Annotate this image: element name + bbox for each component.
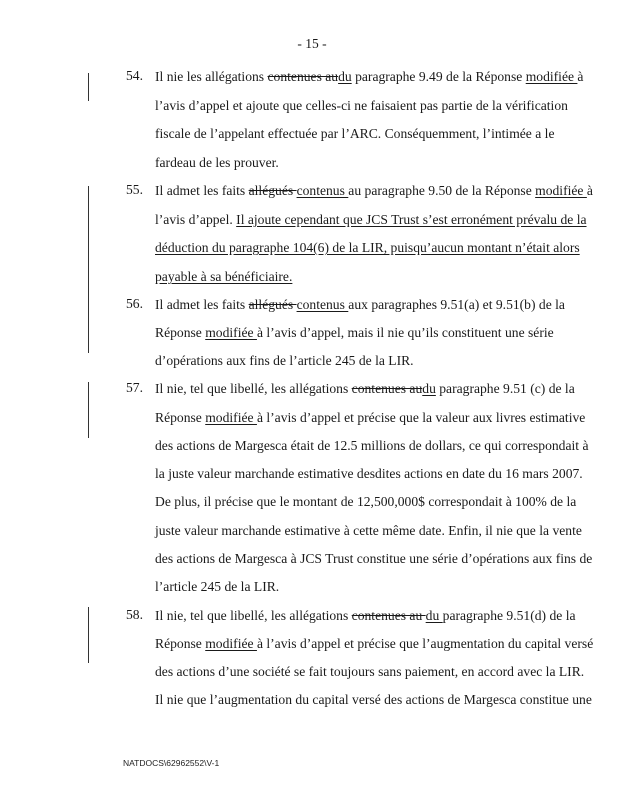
inserted-text: Il ajoute cependant que JCS Trust s’est erronément prévalu de la <box>236 212 587 227</box>
text-run: Réponse <box>155 325 206 340</box>
text-run: l’avis d’appel. <box>155 212 237 227</box>
text-line <box>155 691 592 709</box>
inserted-text: contenus <box>296 297 349 312</box>
text-run: à l’avis d’appel et précise que l’augmentation du capital versé <box>256 636 594 651</box>
text-line <box>155 97 568 115</box>
text-run: à l’avis d’appel et précise que la valeur aux livres estimative <box>256 410 586 425</box>
paragraph-number: 57. <box>126 380 143 395</box>
text-run: des actions de Margesca à JCS Trust constitue une série d’opérations aux fins de <box>155 551 593 566</box>
text-run: De plus, il précise que le montant de 12,500,000$ correspondait à 100% de la <box>155 494 577 509</box>
text-run: la juste valeur marchande estimative desdites actions en date du 16 mars 2007. <box>155 466 583 481</box>
inserted-text: payable à sa bénéficiaire. <box>155 269 293 284</box>
change-bar <box>88 607 89 663</box>
text-line <box>155 239 580 257</box>
text-line <box>155 324 554 342</box>
text-run: Il nie les allégations <box>155 69 268 84</box>
paragraph-number: 58. <box>126 607 143 622</box>
text-line <box>155 154 279 172</box>
inserted-text: contenus <box>296 183 349 198</box>
text-line <box>155 182 593 200</box>
inserted-text: déduction du paragraphe 104(6) de la LIR, puisqu’aucun montant n’était alors <box>155 240 580 255</box>
text-line <box>155 493 576 511</box>
text-line <box>155 635 593 653</box>
text-run: Il admet les faits <box>155 183 249 198</box>
text-line <box>155 211 587 229</box>
text-line <box>155 522 582 540</box>
text-line <box>155 465 583 483</box>
text-line <box>155 268 292 286</box>
text-line <box>155 437 589 455</box>
text-run: Il nie, tel que libellé, les allégations <box>155 608 352 623</box>
inserted-text: du <box>425 608 443 623</box>
inserted-text: modifiée <box>205 325 257 340</box>
text-run: des actions de Margesca était de 12.5 millions de dollars, ce qui correspondait à <box>155 438 589 453</box>
text-run: Il admet les faits <box>155 297 249 312</box>
page-number: - 15 - <box>297 36 327 51</box>
paragraph-number: 56. <box>126 296 143 311</box>
text-run: paragraphe 9.51 (c) de la <box>435 381 575 396</box>
inserted-text: du <box>422 381 436 396</box>
text-run: Il nie que l’augmentation du capital versé des actions de Margesca constitue une <box>155 692 592 707</box>
text-line <box>155 607 576 625</box>
deleted-text: contenues au <box>267 69 339 84</box>
change-bar <box>88 186 89 353</box>
text-run: Réponse <box>155 410 206 425</box>
text-run: paragraphe 9.51(d) de la <box>442 608 576 623</box>
text-run: d’opérations aux fins de l’article 245 de la LIR. <box>155 353 414 368</box>
text-run: au paragraphe 9.50 de la Réponse <box>348 183 536 198</box>
deleted-text: allégués <box>248 297 297 312</box>
text-run: des actions d’une société se fait toujours sans paiement, en accord avec la LIR. <box>155 664 585 679</box>
inserted-text: modifiée <box>525 69 578 84</box>
deleted-text: contenues au <box>351 381 423 396</box>
text-line <box>155 125 554 143</box>
text-line <box>155 68 583 86</box>
text-run: Réponse <box>155 636 206 651</box>
text-run: paragraphe 9.49 de la Réponse <box>351 69 526 84</box>
text-run: juste valeur marchande estimative à cette même date. Enfin, il nie que la vente <box>155 523 582 538</box>
text-line <box>155 352 414 370</box>
text-run: à l’avis d’appel, mais il nie qu’ils constituent une série <box>256 325 554 340</box>
text-run: à <box>577 69 584 84</box>
text-run: l’article 245 de la LIR. <box>155 579 280 594</box>
inserted-text: modifiée <box>205 410 257 425</box>
inserted-text: du <box>338 69 352 84</box>
text-line <box>155 663 584 681</box>
inserted-text: modifiée <box>535 183 587 198</box>
text-run: l’avis d’appel et ajoute que celles-ci ne faisaient pas partie de la vérification <box>155 98 568 113</box>
change-bar <box>88 382 89 438</box>
change-bar <box>88 73 89 101</box>
inserted-text: modifiée <box>205 636 257 651</box>
text-line <box>155 578 279 596</box>
text-run: fiscale de l’appelant effectuée par l’ARC. Conséquemment, l’intimée a le <box>155 126 555 141</box>
text-run: fardeau de les prouver. <box>155 155 279 170</box>
text-line <box>155 296 565 314</box>
text-line <box>155 380 575 398</box>
text-run: aux paragraphes 9.51(a) et 9.51(b) de la <box>348 297 565 312</box>
text-line <box>155 409 585 427</box>
deleted-text: contenues au <box>351 608 426 623</box>
document-id-footer: NATDOCS\62962552\V-1 <box>123 758 220 768</box>
paragraph-number: 55. <box>126 182 143 197</box>
text-line <box>155 550 592 568</box>
text-run: Il nie, tel que libellé, les allégations <box>155 381 352 396</box>
paragraph-number: 54. <box>126 68 143 83</box>
deleted-text: allégués <box>248 183 297 198</box>
text-run: à <box>586 183 593 198</box>
